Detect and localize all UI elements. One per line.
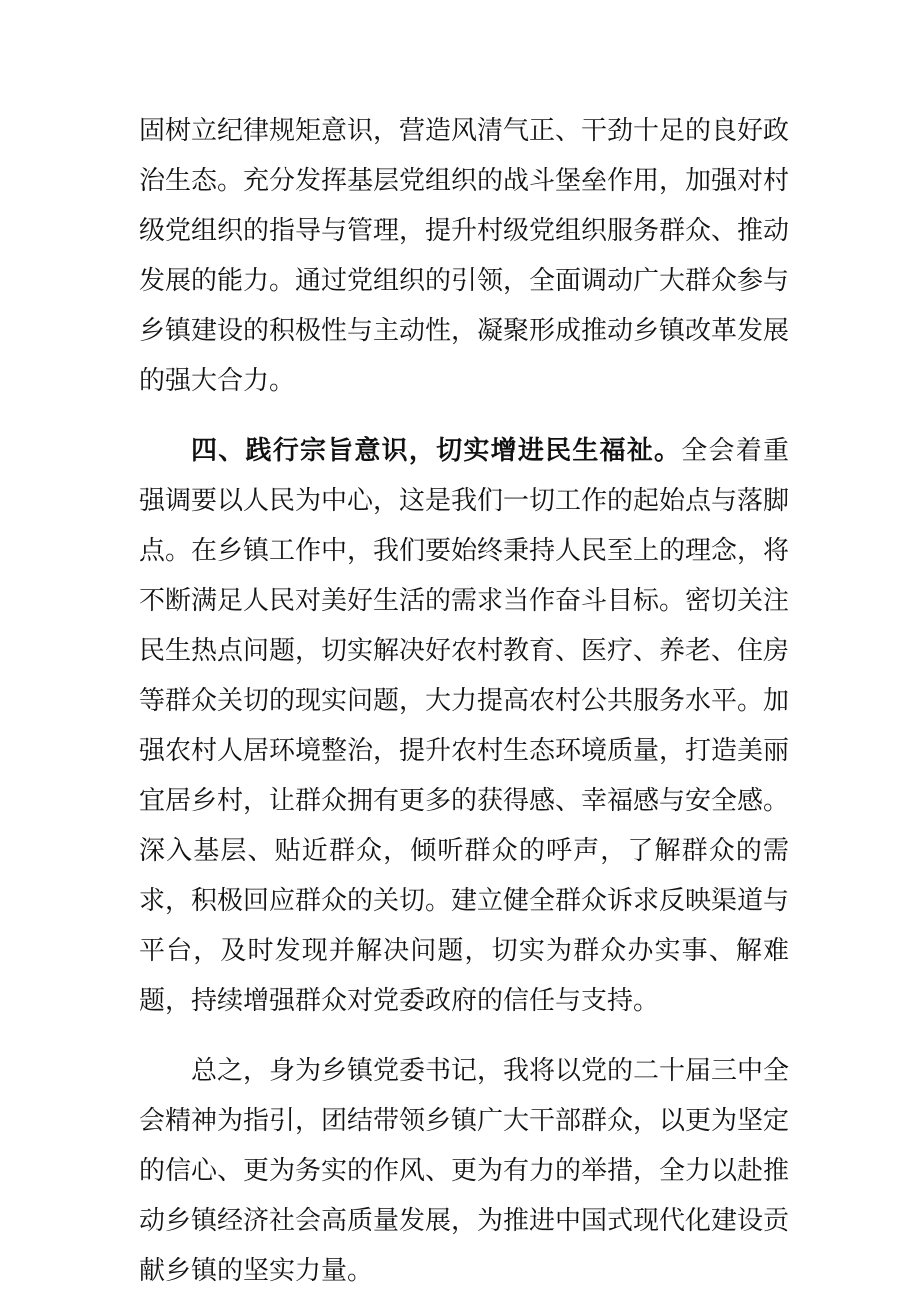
paragraph-discipline-continuation: [139, 106, 789, 406]
paragraph-text: 全会着重强调要以人民为中心，这是我们一切工作的起始点与落脚点。在乡镇工作中，我们要始终秉持人民至上的理念，将不断满足人民对美好生活的需求当作奋斗目标。密切关注民生热点问题，切实解决好农村教育、医疗、养老、住房等群众关切的现实问题，大力提高农村公共服务水平。加强农村人居环境整治，提升农村生态环境质量，打造美丽宜居乡村，让群众拥有更多的获得感、幸福感与安全感。深入基层、贴近群众，倾听群众的呼声，了解群众的需求，积极回应群众的关切。建立健全群众诉求反映渠道与平台，及时发现并解决问题，切实为群众办实事、解难题，持续增强群众对党委政府的信任与支持。: [139, 436, 790, 1016]
paragraph-text: 总之，身为乡镇党委书记，我将以党的二十届三中全会精神为指引，团结带领乡镇广大干部群众，以更为坚定的信心、更为务实的作风、更为有力的举措，全力以赴推动乡镇经济社会高质量发展，为推进中国式现代化建设贡献乡镇的坚实力量。: [139, 1056, 790, 1286]
paragraph-gap: [139, 406, 789, 426]
paragraph-people-welfare: [139, 426, 789, 1026]
document-body: [139, 106, 789, 1296]
paragraph-text: 固树立纪律规矩意识，营造风清气正、干劲十足的良好政治生态。充分发挥基层党组织的战斗堡垒作用，加强对村级党组织的指导与管理，提升村级党组织服务群众、推动发展的能力。通过党组织的引领，全面调动广大群众参与乡镇建设的积极性与主动性，凝聚形成推动乡镇改革发展的强大合力。: [139, 116, 790, 396]
paragraph-conclusion: [139, 1046, 789, 1296]
section-heading-four: 四、践行宗旨意识，切实增进民生福祉。: [191, 436, 682, 466]
paragraph-gap: [139, 1026, 789, 1046]
